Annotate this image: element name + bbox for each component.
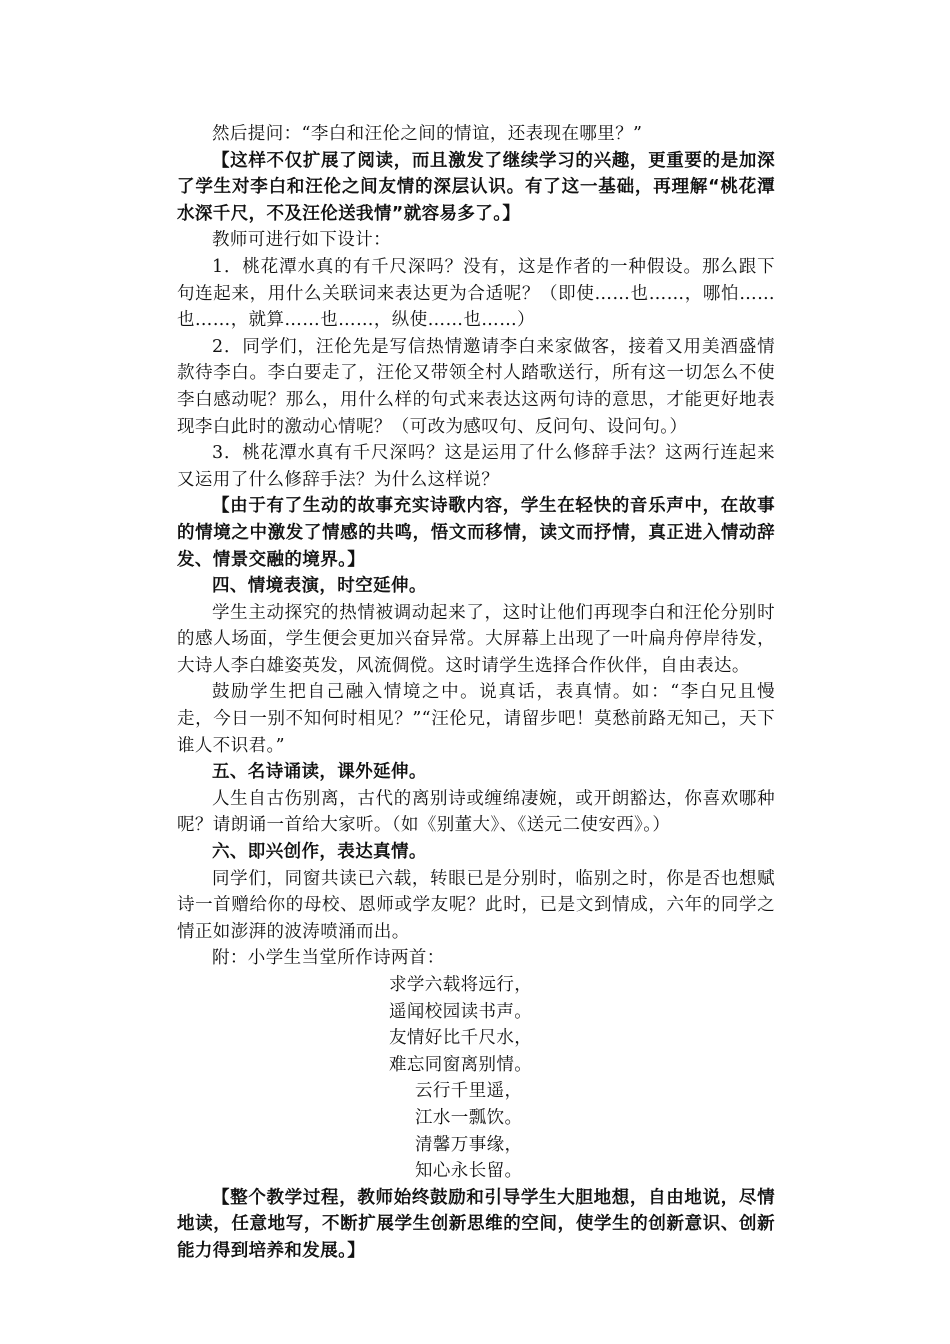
paragraph-poem-recital: 人生自古伤别离，古代的离别诗或缠绵凄婉，或开朗豁达，你喜欢哪种呢？请朗诵一首给大家听。（如《别董大》、《送元二使安西》。） xyxy=(177,788,775,836)
paragraph-role-play: 学生主动探究的热情被调动起来了，这时让他们再现李白和汪伦分别时的感人场面，学生便会更加兴奋异常。大屏幕上出现了一叶扁舟停岸待发，大诗人李白雄姿英发，风流倜傥。这时请学生选择合作伙伴，自由表达。 xyxy=(177,602,775,676)
poem-line: 云行千里遥， xyxy=(415,1081,523,1102)
poem-line: 清馨万事缘， xyxy=(415,1134,523,1155)
commentary-emotion: 【由于有了生动的故事充实诗歌内容，学生在轻快的音乐声中，在故事的情境之中激发了情感的共鸣，悟文而移情，读文而抒情，真正进入情动辞发、情景交融的境界。】 xyxy=(177,496,775,570)
commentary-reading-interest: 【这样不仅扩展了阅读，而且激发了继续学习的兴趣，更重要的是加深了学生对李白和汪伦之间友情的深层认识。有了这一基础，再理解“桃花潭水深千尺，不及汪伦送我情”就容易多了。】 xyxy=(177,150,775,224)
design-item-3: 3．桃花潭水真有千尺深吗？这是运用了什么修辞手法？这两行连起来又运用了什么修辞手法？为什么这样说？ xyxy=(177,443,775,490)
section-heading-4: 四、情境表演，时空延伸。 xyxy=(212,576,427,597)
paragraph-question: 然后提问：“李白和汪伦之间的情谊，还表现在哪里？” xyxy=(212,124,643,144)
poem-line: 友情好比千尺水， xyxy=(389,1028,533,1049)
student-poem-2 xyxy=(177,1078,775,1184)
paragraph-design-intro: 教师可进行如下设计： xyxy=(212,230,391,251)
poem-line: 江水一瓢饮。 xyxy=(415,1107,523,1128)
commentary-summary: 【整个教学过程，教师始终鼓励和引导学生大胆地想，自由地说，尽情地读，任意地写，不断扩展学生创新思维的空间，使学生的创新意识、创新能力得到培养和发展。】 xyxy=(177,1187,775,1261)
poem-line: 知心永长留。 xyxy=(415,1161,523,1182)
poem-line: 求学六载将远行， xyxy=(389,975,533,995)
document-body xyxy=(177,121,775,1265)
section-heading-6: 六、即兴创作，表达真情。 xyxy=(212,842,427,863)
poem-line: 遥闻校园读书声。 xyxy=(389,1001,533,1022)
paragraph-poems-intro: 附：小学生当堂所作诗两首： xyxy=(212,948,445,969)
poem-line: 难忘同窗离别情。 xyxy=(389,1054,533,1075)
design-item-1: 1．桃花潭水真的有千尺深吗？没有，这是作者的一种假设。那么跟下句连起来，用什么关联词来表达更为合适呢？（即使……也……，哪怕……也……，就算……也……，纵使……也……） xyxy=(177,256,775,331)
design-item-2: 2．同学们，汪伦先是写信热情邀请李白来家做客，接着又用美酒盛情款待李白。李白要走了，汪伦又带领全村人踏歌送行，所有这一切怎么不使李白感动呢？那么，用什么样的句式来表达这两句诗的意思，才能更好地表现李白此时的激动心情呢？（可改为感叹句、反问句、设问句。） xyxy=(177,336,775,437)
paragraph-creation: 同学们，同窗共读已六载，转眼已是分别时，临别之时，你是否也想赋诗一首赠给你的母校、恩师或学友呢？此时，已是文到情成，六年的同学之情正如澎湃的波涛喷涌而出。 xyxy=(177,868,775,942)
section-heading-5: 五、名诗诵读，课外延伸。 xyxy=(212,762,427,783)
student-poem-1 xyxy=(177,972,775,1078)
paragraph-encourage: 鼓励学生把自己融入情境之中。说真话，表真情。如：“李白兄且慢走，今日一别不知何时相见？”“汪伦兄，请留步吧！莫愁前路无知己，天下谁人不识君。” xyxy=(177,682,775,756)
